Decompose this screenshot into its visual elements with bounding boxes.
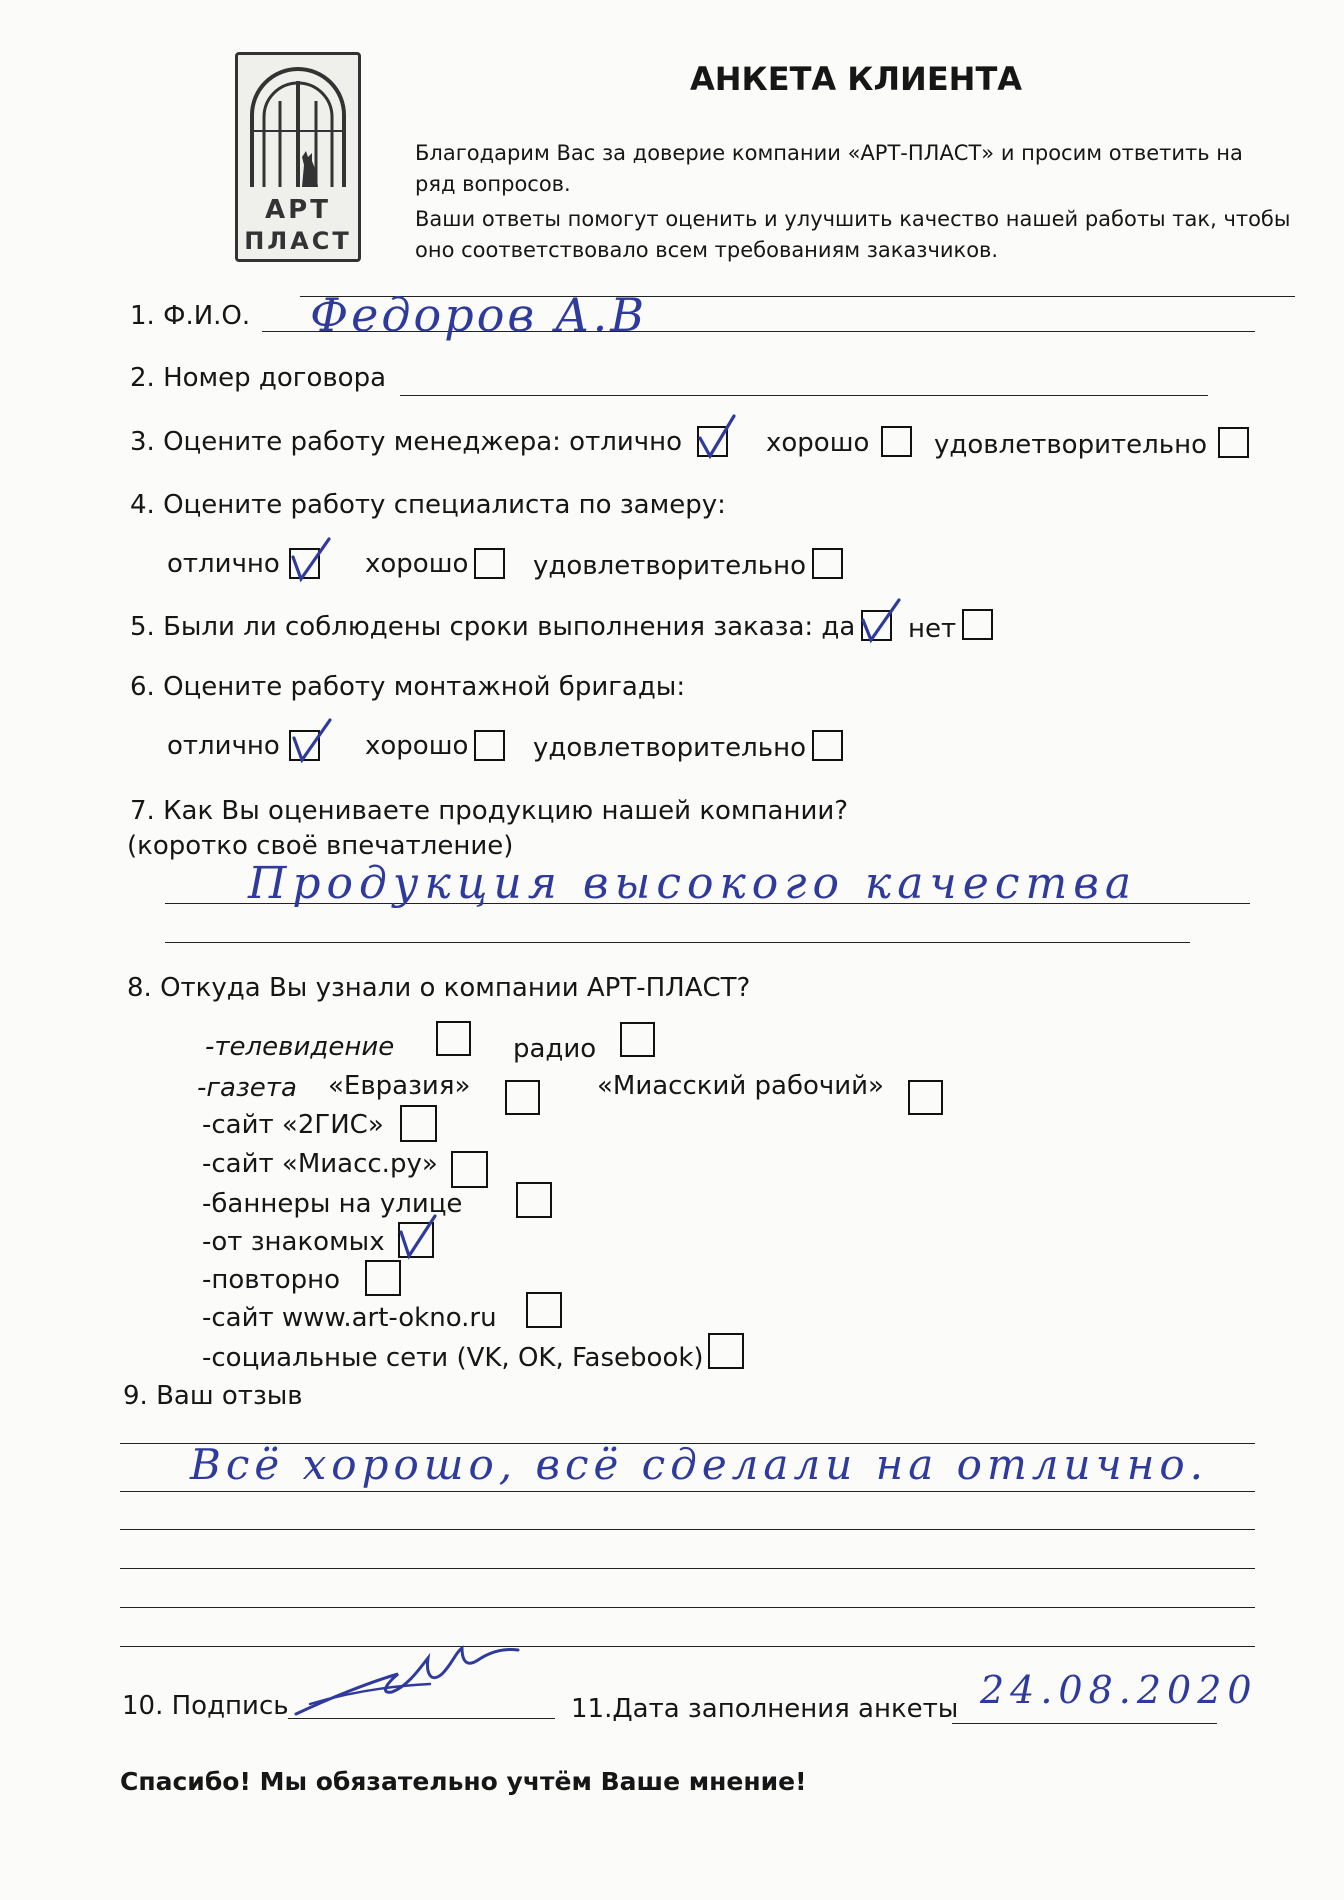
q5-option-no: нет — [908, 614, 957, 644]
date-line[interactable] — [952, 1723, 1217, 1724]
q8-friends-label: -от знакомых — [202, 1227, 385, 1257]
q8-banners-checkbox[interactable] — [516, 1182, 552, 1218]
q8-tv-label: -телевидение — [205, 1032, 395, 1062]
handwritten-signature — [290, 1628, 530, 1728]
checkmark-icon — [857, 596, 907, 646]
q3-label: 3. Оцените работу менеджера: отлично — [130, 427, 683, 457]
q6-satisfactory-checkbox[interactable] — [812, 730, 843, 761]
q9-answer-line-3[interactable] — [120, 1529, 1255, 1530]
q2-answer-line[interactable] — [400, 395, 1208, 396]
q9-label: 9. Ваш отзыв — [123, 1381, 303, 1411]
q6-option-excellent: отлично — [167, 731, 280, 761]
q9-answer-line-5[interactable] — [120, 1607, 1255, 1608]
q1-answer: Федоров А.В — [310, 288, 648, 342]
q8-radio-checkbox[interactable] — [620, 1022, 655, 1057]
q3-satisfactory-checkbox[interactable] — [1218, 427, 1249, 458]
q8-2gis-label: -сайт «2ГИС» — [202, 1110, 384, 1140]
q4-option-good: хорошо — [365, 549, 469, 579]
q9-answer-line-4[interactable] — [120, 1568, 1255, 1569]
q9-answer: Всё хорошо, всё сделали на отлично. — [190, 1440, 1208, 1489]
q4-label: 4. Оцените работу специалиста по замеру: — [130, 490, 726, 520]
q6-good-checkbox[interactable] — [474, 730, 505, 761]
q8-banners-label: -баннеры на улице — [202, 1189, 463, 1219]
q8-tv-checkbox[interactable] — [436, 1021, 471, 1056]
q8-miass-ru-checkbox[interactable] — [451, 1151, 488, 1188]
q4-satisfactory-checkbox[interactable] — [812, 548, 843, 579]
window-arch-icon — [246, 61, 350, 189]
logo-text-plast: ПЛАСТ — [244, 227, 352, 255]
q8-social-label: -социальные сети (VK, OK, Fasebook) — [202, 1343, 704, 1373]
q4-option-excellent: отлично — [167, 549, 280, 579]
intro-line-1: Благодарим Вас за доверие компании «АРТ-ПЛАСТ» и просим ответить на — [415, 141, 1243, 165]
q8-artokno-label: -сайт www.art-okno.ru — [202, 1303, 497, 1333]
q8-social-checkbox[interactable] — [708, 1333, 744, 1369]
q7-sublabel: (коротко своё впечатление) — [127, 831, 514, 861]
q3-option-good: хорошо — [766, 428, 870, 458]
q8-2gis-checkbox[interactable] — [400, 1105, 437, 1142]
q8-evrazia-checkbox[interactable] — [505, 1080, 540, 1115]
q8-evrazia-label: «Евразия» — [328, 1071, 471, 1101]
intro-line-3: Ваши ответы помогут оценить и улучшить качество нашей работы так, чтобы — [415, 207, 1291, 231]
q8-artokno-checkbox[interactable] — [526, 1292, 562, 1328]
q8-radio-label: радио — [513, 1034, 597, 1064]
checkmark-icon — [285, 533, 335, 585]
q2-label: 2. Номер договора — [130, 363, 387, 393]
q4-option-satisfactory: удовлетворительно — [533, 551, 806, 581]
q8-miass-ru-label: -сайт «Миасс.ру» — [202, 1149, 438, 1179]
q5-label: 5. Были ли соблюдены сроки выполнения заказа: да — [130, 612, 856, 642]
company-logo — [235, 52, 361, 262]
q7-answer-line-2[interactable] — [165, 942, 1190, 943]
q4-good-checkbox[interactable] — [474, 548, 505, 579]
intro-line-2: ряд вопросов. — [415, 172, 571, 196]
q8-repeat-label: -повторно — [202, 1265, 341, 1295]
q3-option-satisfactory: удовлетворительно — [934, 430, 1207, 460]
q7-answer: Продукция высокого качества — [248, 858, 1138, 909]
q8-label: 8. Откуда Вы узнали о компании АРТ-ПЛАСТ? — [127, 973, 751, 1003]
q11-answer: 24.08.2020 — [980, 1668, 1258, 1712]
q8-miass-worker-checkbox[interactable] — [908, 1080, 943, 1115]
checkmark-icon — [395, 1212, 441, 1262]
footer-thanks: Спасибо! Мы обязательно учтём Ваше мнение! — [120, 1767, 807, 1796]
q1-label: 1. Ф.И.О. — [130, 301, 251, 331]
q7-label: 7. Как Вы оцениваете продукцию нашей компании? — [130, 796, 849, 826]
q5-no-checkbox[interactable] — [962, 609, 993, 640]
q8-repeat-checkbox[interactable] — [365, 1260, 401, 1296]
q6-option-good: хорошо — [365, 731, 469, 761]
q6-option-satisfactory: удовлетворительно — [533, 733, 806, 763]
checkmark-icon — [286, 714, 336, 766]
q9-answer-line-2[interactable] — [120, 1491, 1255, 1492]
q10-label: 10. Подпись — [122, 1691, 289, 1721]
q3-good-checkbox[interactable] — [881, 426, 912, 457]
checkmark-icon — [694, 412, 744, 462]
q6-label: 6. Оцените работу монтажной бригады: — [130, 672, 686, 702]
logo-text-art: АРТ — [265, 195, 331, 225]
q11-label: 11.Дата заполнения анкеты — [571, 1694, 959, 1724]
q8-gazeta-label: -газета — [197, 1073, 297, 1103]
intro-line-4: оно соответствовало всем требованиям заказчиков. — [415, 238, 999, 262]
q8-miass-worker-label: «Миасский рабочий» — [597, 1071, 884, 1101]
page-title: АНКЕТА КЛИЕНТА — [690, 60, 1023, 98]
